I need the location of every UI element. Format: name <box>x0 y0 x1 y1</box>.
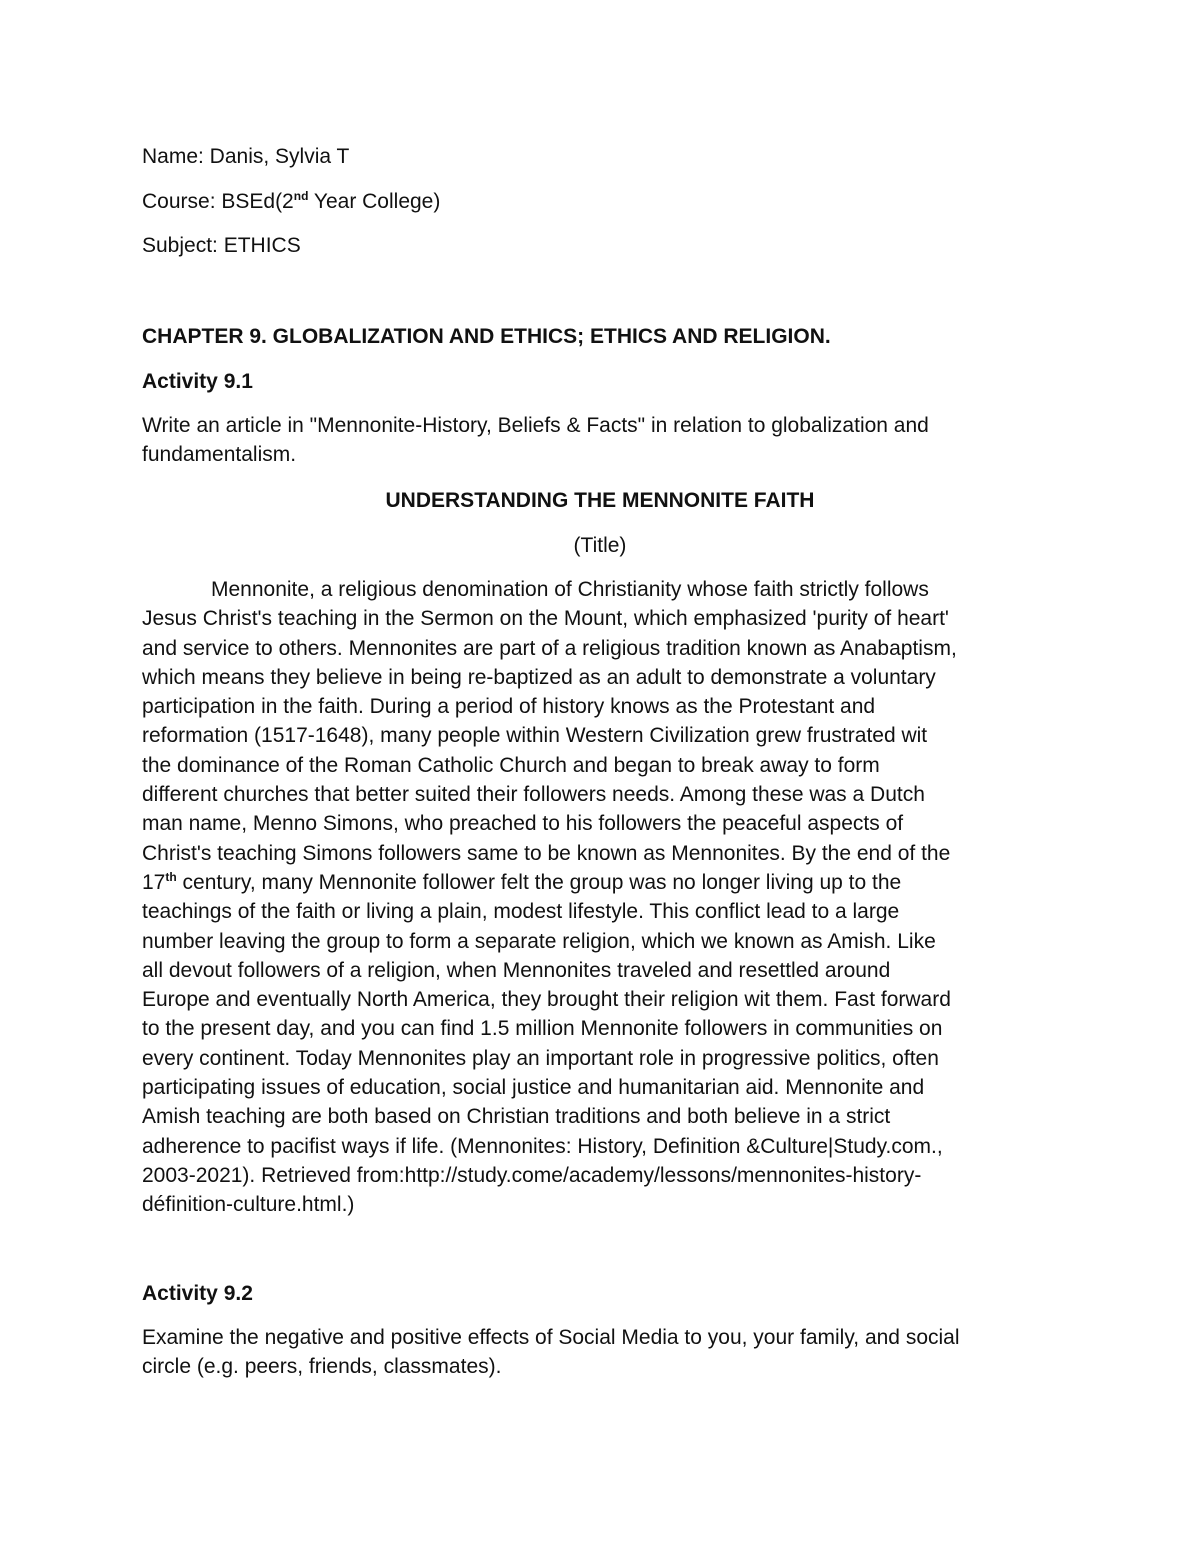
article-body-line: and service to others. Mennonites are part of a religious tradition known as Anabaptism, <box>142 636 957 660</box>
article-body-line: different churches that better suited their followers needs. Among these was a Dutch <box>142 783 925 807</box>
article-body-line: Jesus Christ's teaching in the Sermon on the Mount, which emphasized 'purity of heart' <box>142 607 949 631</box>
article-body-line: Mennonite, a religious denomination of Christianity whose faith strictly follows <box>211 578 929 601</box>
article-body-line: all devout followers of a religion, when Mennonites traveled and resettled around <box>142 958 891 982</box>
chapter-title: CHAPTER 9. GLOBALIZATION AND ETHICS; ETHICS AND RELIGION. <box>142 325 831 348</box>
article-body-line: man name, Menno Simons, who preached to his followers the peaceful aspects of <box>142 812 904 836</box>
activity-9-1-prompt-line: Write an article in "Mennonite-History, Beliefs & Facts" in relation to globalization and <box>142 414 929 437</box>
article-body-line: Europe and eventually North America, they brought their religion wit them. Fast forward <box>142 988 951 1012</box>
subject-line: Subject: ETHICS <box>142 234 301 257</box>
course-superscript: nd <box>293 189 309 203</box>
article-body-line: which means they believe in being re-baptized as an adult to demonstrate a voluntary <box>142 665 936 689</box>
article-body-line: définition-culture.html.) <box>142 1193 355 1217</box>
course-line <box>142 187 440 216</box>
century-prefix: 17 <box>142 870 166 894</box>
article-body-line: participating issues of education, social justice and humanitarian aid. Mennonite and <box>142 1076 925 1100</box>
article-body-line: number leaving the group to form a separate religion, which we known as Amish. Like <box>142 929 936 953</box>
activity-9-1-heading: Activity 9.1 <box>142 370 253 393</box>
article-title-note: (Title) <box>573 534 627 557</box>
article-title: UNDERSTANDING THE MENNONITE FAITH <box>385 489 815 512</box>
article-body-line: reformation (1517-1648), many people within Western Civilization grew frustrated wit <box>142 724 928 748</box>
article-body-line: the dominance of the Roman Catholic Church and began to break away to form <box>142 753 880 777</box>
article-body <box>142 575 957 1220</box>
article-body-line: teachings of the faith or living a plain, modest lifestyle. This conflict lead to a large <box>142 900 900 924</box>
activity-9-2-heading: Activity 9.2 <box>142 1282 253 1305</box>
article-body-line: participation in the faith. During a period of history knows as the Protestant and <box>142 695 876 719</box>
article-body-line: to the present day, and you can find 1.5 million Mennonite followers in communities on <box>142 1017 943 1041</box>
century-superscript: th <box>165 869 177 884</box>
article-body-line: Christ's teaching Simons followers same to be known as Mennonites. By the end of the <box>142 841 951 865</box>
article-body-line: every continent. Today Mennonites play an important role in progressive politics, often <box>142 1046 939 1070</box>
activity-9-2-prompt-line: circle (e.g. peers, friends, classmates). <box>142 1355 502 1378</box>
article-body-line: adherence to pacifist ways if life. (Mennonites: History, Definition &Culture|Study.com., <box>142 1134 943 1158</box>
activity-9-1-prompt-line: fundamentalism. <box>142 443 297 466</box>
article-body-line-century <box>142 868 957 897</box>
course-suffix: Year College) <box>308 190 441 213</box>
article-body-line: Amish teaching are both based on Christian traditions and both believe in a strict <box>142 1105 891 1129</box>
activity-9-2-prompt-line: Examine the negative and positive effects of Social Media to you, your family, and social <box>142 1326 960 1349</box>
course-prefix: Course: BSEd(2 <box>142 190 294 213</box>
name-line: Name: Danis, Sylvia T <box>142 145 350 168</box>
century-suffix: century, many Mennonite follower felt the group was no longer living up to the <box>176 870 902 894</box>
article-body-line: 2003-2021). Retrieved from:http://study.come/academy/lessons/mennonites-history- <box>142 1163 922 1187</box>
